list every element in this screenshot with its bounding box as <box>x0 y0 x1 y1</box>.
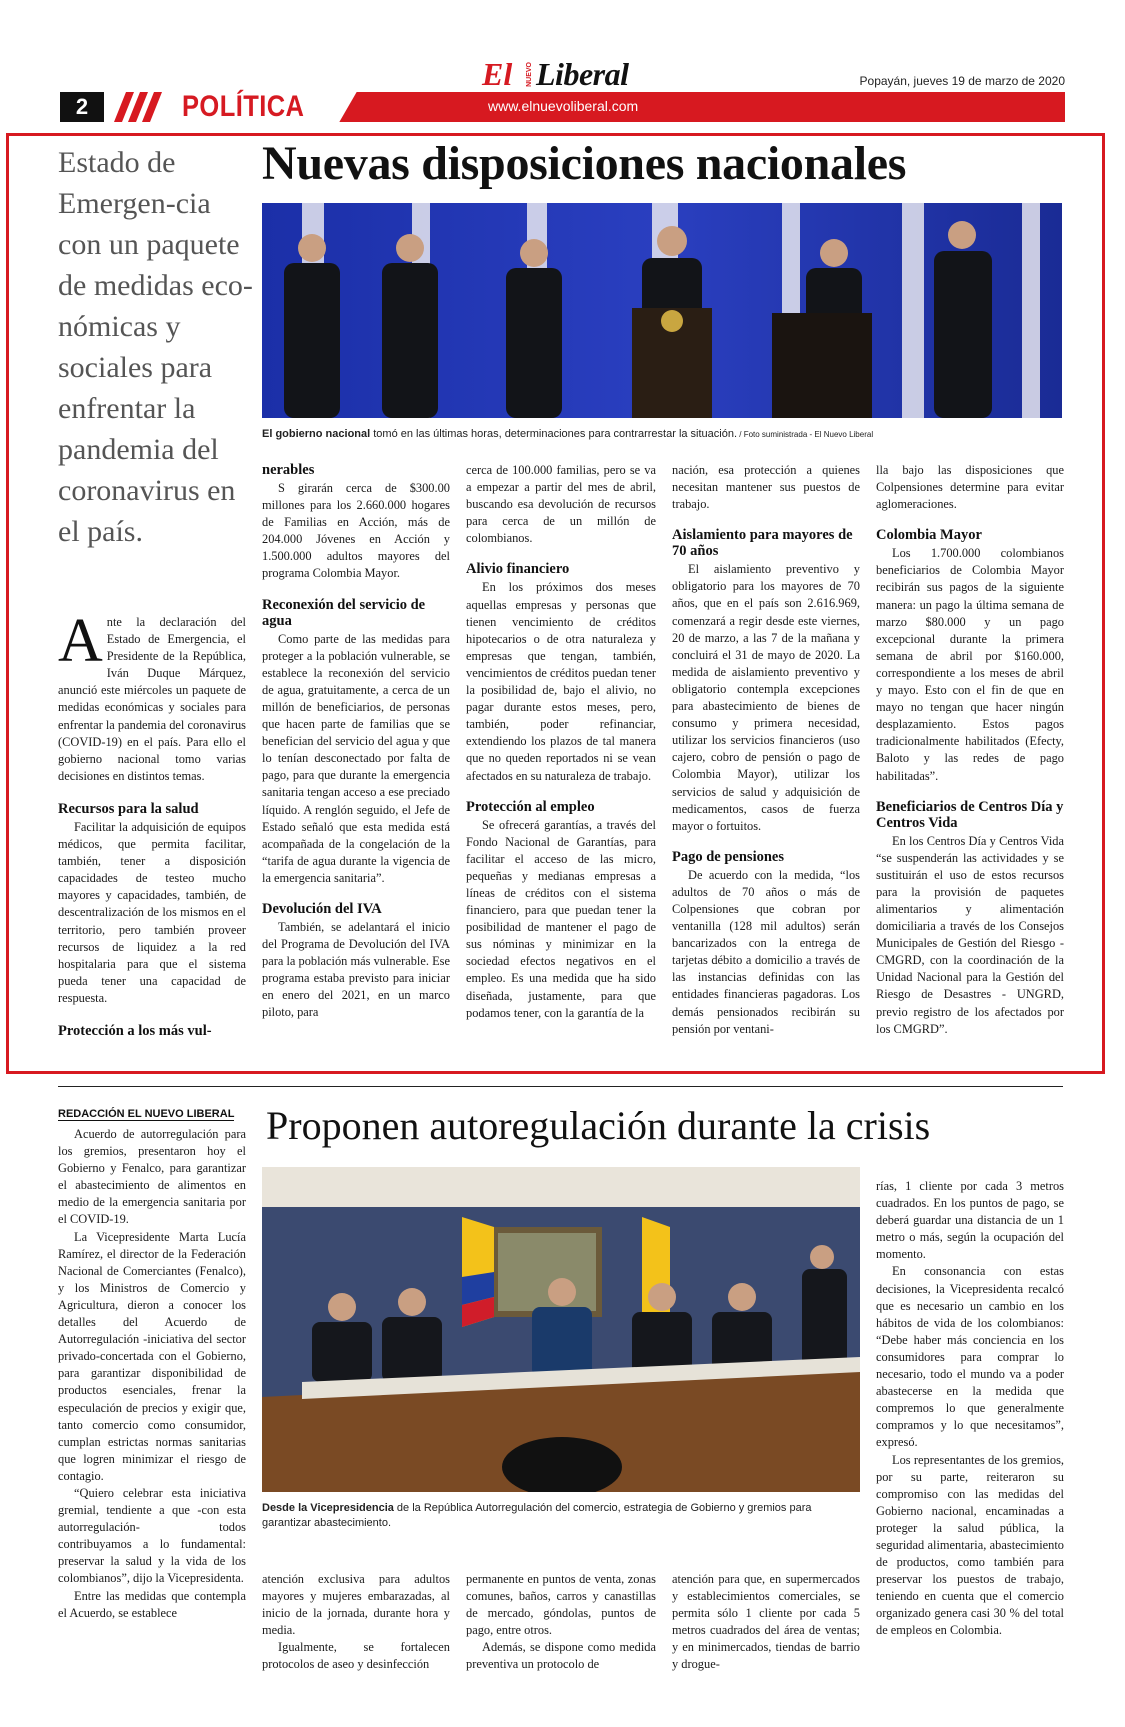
logo-liberal: Liberal <box>536 56 629 92</box>
heading-pago-pensiones: Pago de pensiones <box>672 848 784 865</box>
paragraph-colombia-mayor: Los 1.700.000 colombianos beneficiarios de Colombia Mayor recibirán sus pagos de la siguiente manera: un pago la última semana de marzo $80.000 y un pago excepcional durante la primera semana de abril por $160.000, correspondiente a los meses de abril y mayo. Esto con el fin de que en mayo no tengan que hacer ningún desplazamiento. Estos pagos tradicionalmente habilitados (Efecty, Baloto y las redes de pago habilitadas”. <box>876 546 1064 783</box>
logo-el: El <box>482 56 513 92</box>
paragraph-empleo-cont: nación, esa protección a quienes necesitan mantener sus puestos de trabajo. <box>672 463 860 512</box>
heading-recursos-salud: Recursos para la salud <box>58 800 199 817</box>
article2-caption-bold: Desde la Vicepresidencia <box>262 1502 394 1514</box>
article1-column-1 <box>58 607 246 1041</box>
article1-subhead: Estado de Emergen-cia con un paquete de medidas eco-nómicas y sociales para enfrentar la pandemia del coronavirus en el país. <box>58 146 253 548</box>
heading-aislamiento-mayores: Aislamiento para mayores de 70 años <box>672 527 853 560</box>
paragraph-pago-pensiones: De acuerdo con la medida, “los adultos de 70 años o más de Colpensiones que cobran por ventanilla (128 mil adultos) serán bancarizados con la entrega de tarjetas débito a domicilio a través de las instancias definidas con las entidades financieras pagadoras. Los demás pensionados recibirán su pensión por ventani- <box>672 867 860 1036</box>
article2-paragraph: atención para que, en supermercados y establecimientos comerciales, se permita sólo 1 cliente por cada 5 metros cuadrados del área de ventas; y en minimercados, tiendas de barrio y drogue- <box>672 1572 860 1672</box>
article2-paragraph: rías, 1 cliente por cada 3 metros cuadrados. En los puntos de pago, se deberá guardar una distancia de un 1 metro o más, según la ocupación del momento. <box>876 1179 1064 1262</box>
article2-paragraph: La Vicepresidente Marta Lucía Ramírez, el director de la Federación Nacional de Comerciantes (Fenalco), y los Ministros de Comercio y Agricultura, dieron a conocer los detalles del Acuerdo de Autorregulación -iniciativa del sector privado-concertada con el Gobierno, para garantizar disponibilidad de productos esenciales, frenar la especulación de precios y exigir que, tanto comercio como consumidor, cumplan estrictas normas sanitarias que logren minimizar el riesgo de contagio. <box>58 1229 246 1483</box>
paragraph-vulnerables: S girarán cerca de $300.00 millones para los 2.660.000 hogares de Familias en Acción, más de 204.000 Jóvenes en Acción y 1.500.000 adultos mayores del programa Colombia Mayor. <box>262 481 450 581</box>
paragraph-aislamiento-mayores: El aislamiento preventivo y obligatorio para los mayores de 70 años, que en el país son 2.616.969, comenzará a regir desde este viernes, 20 de marzo, a las 7 de la mañana y concluirá el 31 de mayo de 2020. La medida de aislamiento preventivo y obligatorio contempla excepciones para abastecimiento de bienes de consumo y primera necesidad, utilizar los servicios financieros (uso cajero, cobro de pensión o pago de Colombia Mayor), utilizar los servicios de salud y adquisición de medicamentos, casos de fuerza mayor o fortuitos. <box>672 562 860 833</box>
article2-photo <box>262 1167 860 1492</box>
section-title: POLÍTICA <box>182 90 305 123</box>
article2-title: Proponen autoregulación durante la crisis <box>266 1103 931 1148</box>
heading-colombia-mayor: Colombia Mayor <box>876 527 982 544</box>
dateline: Popayán, jueves 19 de marzo de 2020 <box>859 74 1065 88</box>
article2-paragraph: Acuerdo de autorregulación para los gremios, presentaron hoy el Gobierno y Fenalco, para garantizar el abastecimiento de alimentos en medio de la emergencia sanitaria por el COVID-19. <box>58 1127 246 1227</box>
article2-paragraph: En consonancia con estas decisiones, la Vicepresidenta recalcó que es necesario un cambio en los hábitos de vida de los colombianos: “Debe haber más conciencia en los consumidores para comprar lo necesario, todo el mundo va a poder abastecerse en la medida que compremos lo que generalmente compramos y lo que necesitamos”, expresó. <box>876 1264 1064 1450</box>
article1-column-2 <box>262 462 450 1022</box>
article2-paragraph: “Quiero celebrar esta iniciativa gremial, tendiente a que -con esta autorregulación- todos contribuyamos a lo fundamental: preservar la salud y la vida de los colombianos”, dijo la Vicepresidenta. <box>58 1485 246 1586</box>
dropcap: A <box>58 607 103 675</box>
heading-proteccion-empleo: Protección al empleo <box>466 798 595 815</box>
article1-photo <box>262 203 1062 418</box>
heading-centros-dia: Beneficiarios de Centros Día y Centros Vida <box>876 798 1064 831</box>
article2-byline: REDACCIÓN EL NUEVO LIBERAL <box>58 1108 235 1120</box>
heading-reconexion-agua: Reconexión del servicio de agua <box>262 596 426 629</box>
article1-lead <box>58 607 246 785</box>
article2-caption-text: de la República Autorregulación del comercio, estrategia de Gobierno y gremios para garantizar abastecimiento. <box>262 1502 812 1529</box>
article2-column-4 <box>672 1571 860 1674</box>
paragraph-iva-cont: cerca de 100.000 familias, pero se va a empezar a partir del mes de abril, buscando esa devolución de recursos para cerca de un millón de colombianos. <box>466 463 656 546</box>
article2-caption <box>262 1501 860 1531</box>
article1-column-4 <box>672 462 860 1038</box>
article1-column-5 <box>876 462 1064 1038</box>
paragraph-pensiones-cont: lla bajo las disposiciones que Colpensiones determine para evitar aglomeraciones. <box>876 463 1064 512</box>
paragraph-recursos-salud: Facilitar la adquisición de equipos médicos, que permita facilitar, también, tener a disposición capacidades de testeo mucho mayores y capacidades, también, de descentralización de los mismos en el territorio, pero también proveer recursos de liquidez a la red hospitalaria para que el sistema pueda tener una capacidad de respuesta. <box>58 819 246 1005</box>
header-red-bar <box>330 92 1065 122</box>
heading-alivio-financiero: Alivio financiero <box>466 561 570 578</box>
article2-paragraph: Igualmente, se fortalecen protocolos de aseo y desinfección <box>262 1640 450 1672</box>
paragraph-reconexion-agua: Como parte de las medidas para proteger a la población vulnerable, se establece la reconexión del servicio de agua, gratuitamente, a cerca de un millón de beneficiarios, de personas que hacen parte de familias que se benefician del servicio del agua y que lo tenían desconectado por falta de pago, para que durante la emergencia sanitaria tengan acceso a ese preciado líquido. A renglón seguido, el Jefe de Estado señaló que esta medida está acompañada de la congelación de la “tarifa de agua durante la vigencia de la emergencia sanitaria”. <box>262 631 450 885</box>
heading-vulnerables-cont: nerables <box>262 462 315 478</box>
paragraph-alivio-financiero: En los próximos dos meses aquellas empresas y personas que tienen vencimiento de créditos hipotecarios o de otra naturaleza y empresas que tengan, también, vencimientos de créditos puedan tener la posibilidad de, bajo el alivio, no pagar durante estos meses, pero, también, poder refinanciar, extendiendo los plazos de tal manera que no queden reportados ni se vean afectados en su naturaleza de trabajo. <box>466 580 656 783</box>
article1-lead-text: nte la declaración del Estado de Emergencia, el Presidente de la República, Iván Duque Márquez, anunció este miércoles un paquete de medidas económicas y sociales para enfrentar la pandemia del coronavirus (COVID-19) en el país. Para ello el gobierno nacional tomo varias decisiones en distintos temas. <box>58 615 246 783</box>
article2-column-5 <box>876 1178 1064 1640</box>
article1-caption <box>262 428 1062 440</box>
paragraph-centros-dia: En los Centros Día y Centros Vida “se suspenderán las actividades y se sustituirán el uso de estos recursos para la provisión de paquetes alimentarios y alimentación domiciliaria a través de los Consejos Municipales de Gestión del Riesgo -CMGRD, con la coordinación de la Unidad Nacional para la Gestión del Riesgo de Desastres - UNGRD, previo registro de los afectados por los CMGRD”. <box>876 833 1064 1036</box>
article1-title: Nuevas disposiciones nacionales <box>262 137 907 190</box>
article2-paragraph: Entre las medidas que contempla el Acuerdo, se establece <box>58 1588 246 1620</box>
article1-caption-credit: / Foto suministrada - El Nuevo Liberal <box>737 430 874 439</box>
heading-proteccion-vulnerables: Protección a los más vul- <box>58 1022 212 1039</box>
logo-nuevo: NUEVO <box>526 62 533 87</box>
article2-paragraph: Además, se dispone como medida preventiva un protocolo de <box>466 1640 656 1672</box>
article2-column-2 <box>262 1571 450 1674</box>
article2-paragraph: atención exclusiva para adultos mayores y mujeres embarazadas, al inicio de la jornada, durante hora y media. <box>262 1572 450 1638</box>
article2-column-1 <box>58 1126 246 1622</box>
section-divider <box>58 1086 1063 1087</box>
heading-devolucion-iva: Devolución del IVA <box>262 900 382 917</box>
article1-column-3 <box>466 462 656 1022</box>
article1-caption-text: tomó en las últimas horas, determinaciones para contrarrestar la situación. <box>370 428 738 440</box>
article2-paragraph: permanente en puntos de venta, zonas comunes, baños, carros y canastillas de mercado, góndolas, puntos de pago, entre otros. <box>466 1572 656 1638</box>
article2-column-3 <box>466 1571 656 1674</box>
paragraph-proteccion-empleo: Se ofrecerá garantías, a través del Fondo Nacional de Garantías, para facilitar el acceso de las micro, pequeñas y medianas empresas a líneas de créditos con el sistema financiero, para que puedan tener la posibilidad de mantener el pago de sus nóminas y minimizar en la sociedad efectos negativos en el empleo. Es una medida que ha sido diseñada, justamente, para que podamos tener, con la garantía de la <box>466 817 656 1020</box>
article1-caption-bold: El gobierno nacional <box>262 428 371 440</box>
section-stripes-icon <box>108 92 164 122</box>
page-number: 2 <box>60 92 104 122</box>
site-url[interactable]: www.elnuevoliberal.com <box>488 98 639 114</box>
article2-paragraph: Los representantes de los gremios, por su parte, reiteraron su compromiso con las medidas del Gobierno nacional, encaminadas a proteger la salud pública, la seguridad alimentaria, abastecimiento de productos, como también para preservar los puestos de trabajo, teniendo en cuenta que el comercio organizado genera casi 30 % del total de empleos en Colombia. <box>876 1452 1064 1638</box>
paragraph-devolucion-iva: También, se adelantará el inicio del Programa de Devolución del IVA para la población más vulnerable. Ese programa estaba previsto para iniciar en enero del 2021, en un marco piloto, para <box>262 919 450 1020</box>
